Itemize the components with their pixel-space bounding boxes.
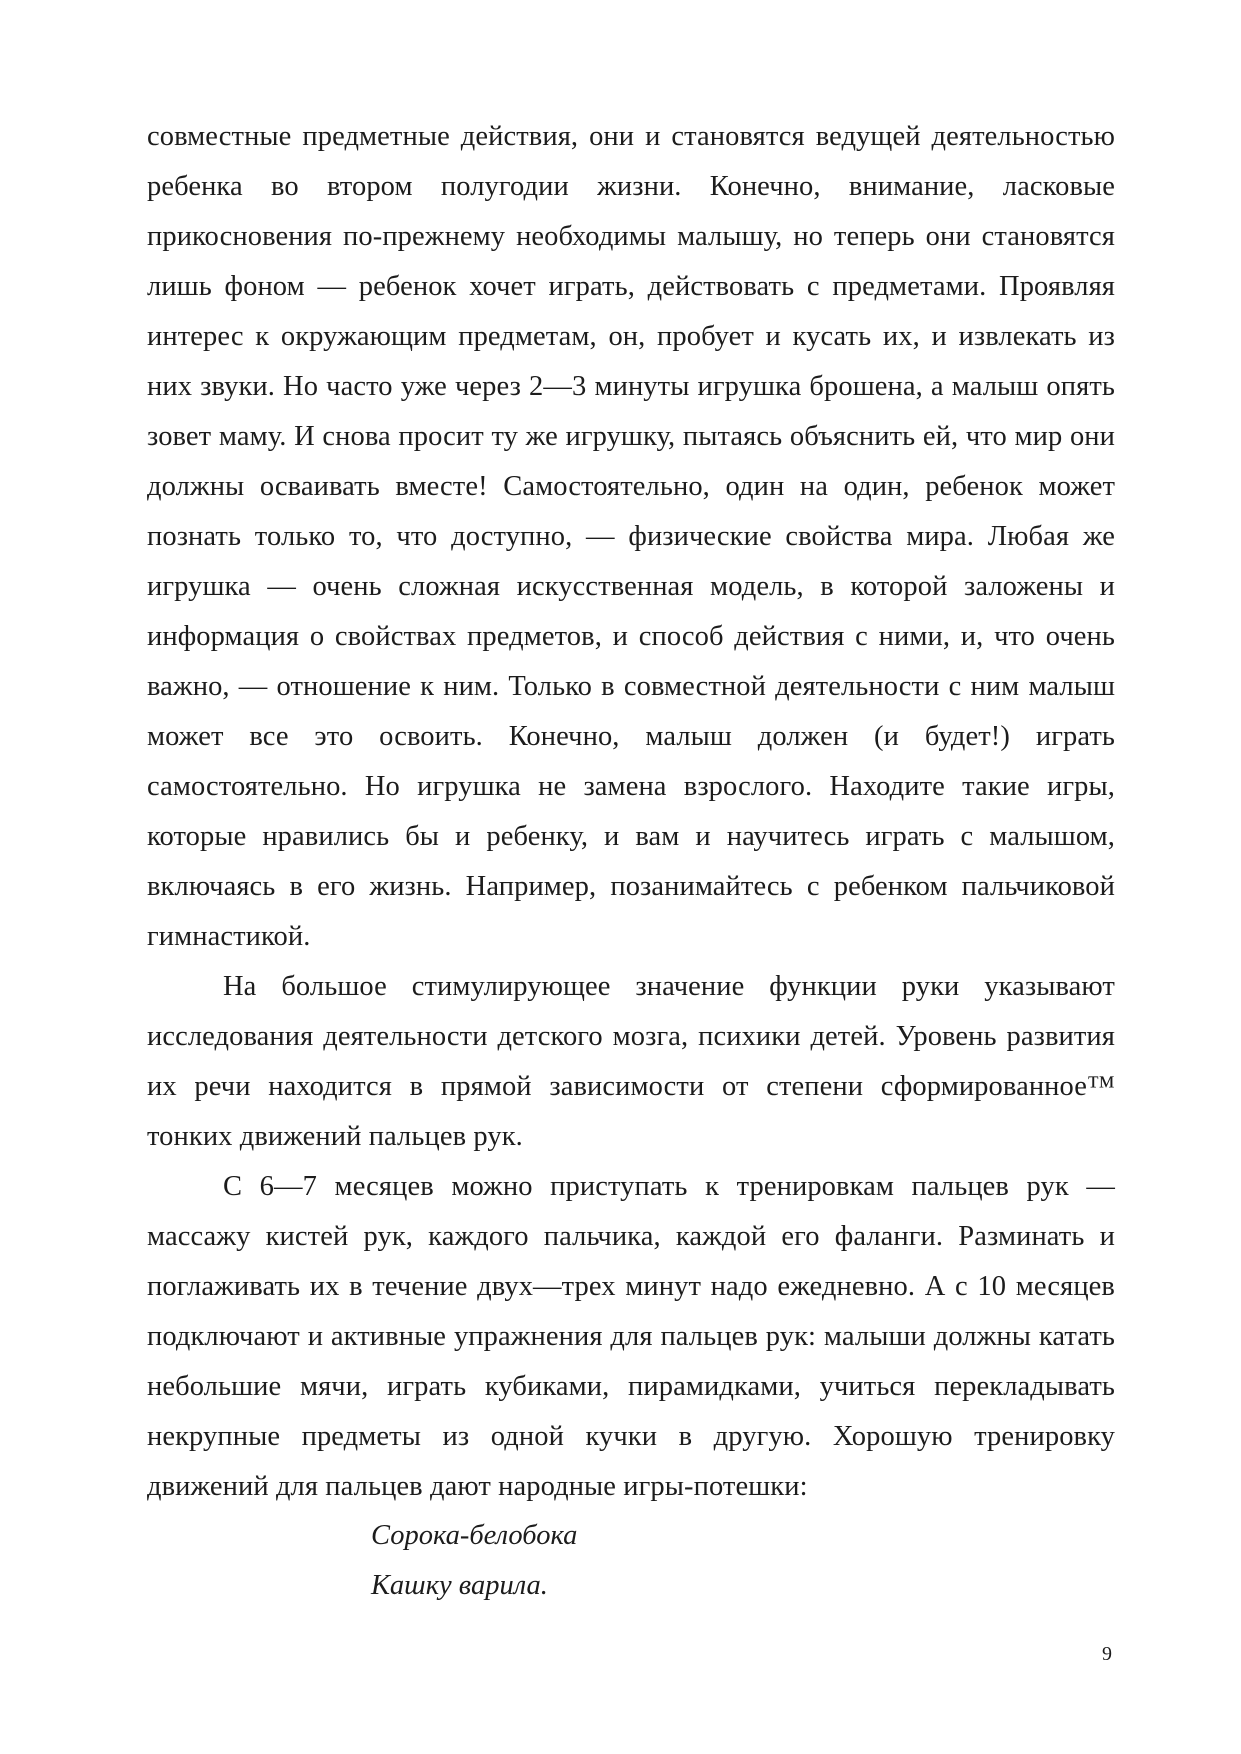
verse-line: Сорока-белобока (371, 1520, 578, 1551)
paragraph-finger-training: С 6—7 месяцев можно приступать к тренировкам пальцев рук — массажу кистей рук, каждого пальчика, каждой его фаланги. Разминать и поглаживать их в течение двух—трех минут надо ежедневно. А с 10 месяцев подключают и активные упражнения для пальцев рук: малыши должны катать небольшие мячи, играть кубиками, пирамидками, учиться перекладывать некрупные предметы из одной кучки в другую. Хорошую тренировку движений для пальцев дают народные игры-потешки: (147, 1171, 1115, 1502)
body-text (147, 112, 1115, 1512)
page-number: 9 (1102, 1643, 1112, 1665)
paragraph-continued: совместные предметные действия, они и становятся ведущей деятельностью ребенка во втором полугодии жизни. Конечно, внимание, ласковые прикосновения по-прежнему необходимы малышу, но теперь они становятся лишь фоном — ребенок хочет играть, действовать с предметами. Проявляя интерес к окружающим предметам, он, пробует и кусать их, и извлекать из них звуки. Но часто уже через 2—3 минуты игрушка брошена, а малыш опять зовет маму. И снова просит ту же игрушку, пытаясь объяснить ей, что мир они должны осваивать вместе! Самостоятельно, один на один, ребенок может познать только то, что доступно, — физические свойства мира. Любая же игрушка — очень сложная искусственная модель, в которой заложены и информация о свойствах предметов, и способ действия с ними, и, что очень важно, — отношение к ним. Только в совместной деятельности с ним малыш может все это освоить. Конечно, малыш должен (и будет!) играть самостоятельно. Но игрушка не замена взрослого. Находите такие игры, которые нравились бы и ребенку, и вам и научитесь играть с малышом, включаясь в его жизнь. Например, позанимайтесь с ребенком пальчиковой гимнастикой. (147, 121, 1115, 952)
paragraph-hand-function: На большое стимулирующее значение функции руки указывают исследования деятельности детского мозга, психики детей. Уровень развития их речи находится в прямой зависимости от степени сформированное™ тонких движений пальцев рук. (147, 971, 1115, 1152)
verse-line: Кашку варила. (371, 1570, 548, 1601)
nursery-rhyme-verse (371, 1511, 577, 1611)
